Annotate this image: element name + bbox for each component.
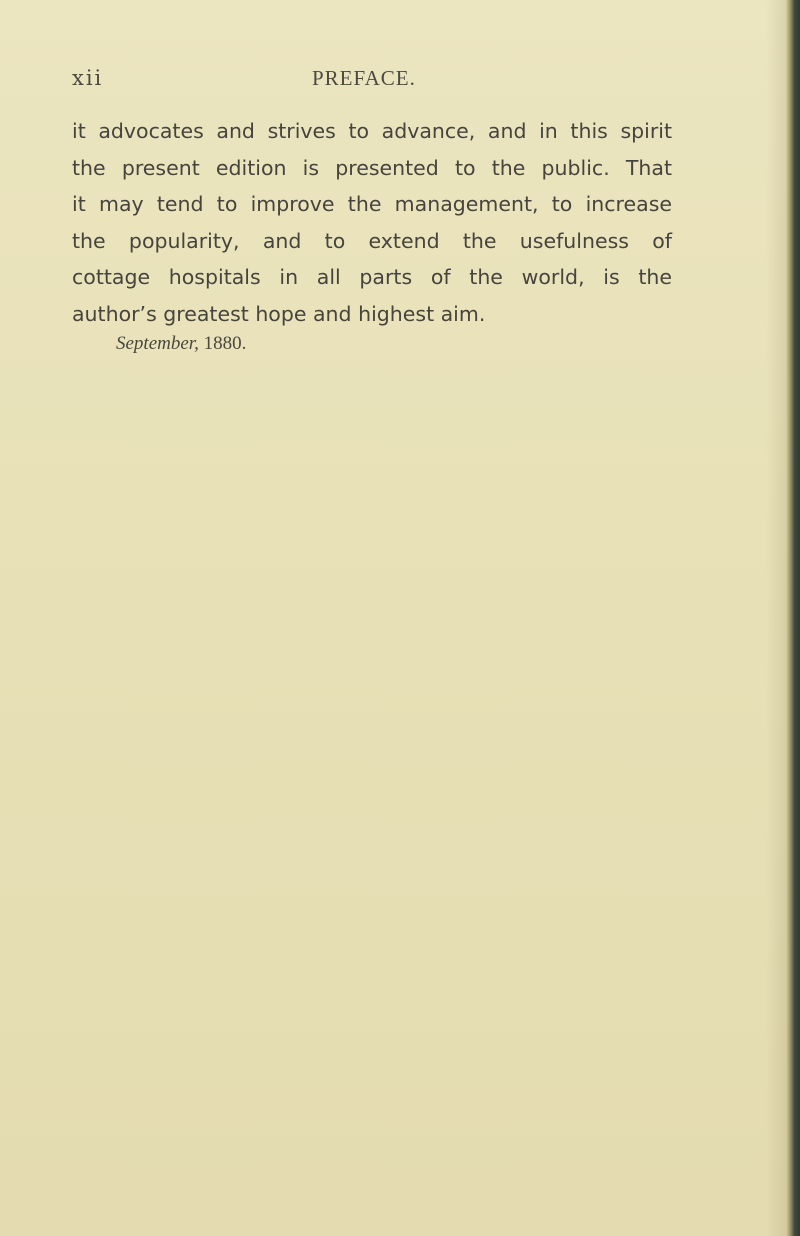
book-spine-edge [786,0,800,1236]
text-line: the present edition is presented to the public. That [72,155,672,180]
dateline [116,333,246,355]
preface-paragraph [72,113,672,332]
dateline-month: September, [116,333,199,354]
text-line: it advocates and strives to advance, and in this spirit [72,119,672,143]
section-title: PREFACE. [312,66,416,90]
dateline-year: 1880. [203,333,247,354]
page-number: xii [72,66,104,90]
text-line: cottage hospitals in all parts of the world, is the [72,265,672,289]
text-line: it may tend to improve the management, to increase [72,192,672,216]
running-head [72,66,672,94]
text-line: author’s greatest hope and highest aim. [72,301,486,326]
text-line: the popularity, and to extend the usefulness of [72,228,672,253]
gutter-shadow [766,0,786,1236]
